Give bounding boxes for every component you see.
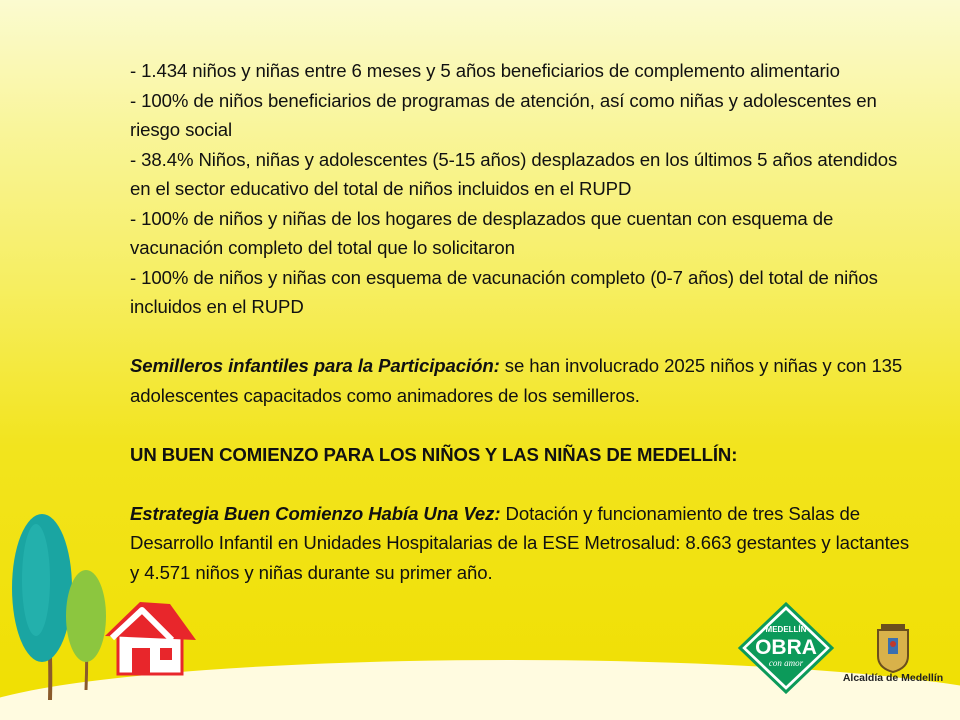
semilleros-text: se han involucrado 2025 niños y niñas y con 135 adolescentes capacitados como animadores de los semilleros. [130,355,903,406]
logo-top-text: MEDELLÍN [765,625,807,634]
bullet-item: - 100% de niños y niñas con esquema de vacunación completo (0-7 años) del total de niños incluidos en el RUPD [130,266,878,317]
spacer [130,469,920,499]
bullet-item: - 100% de niños y niñas de los hogares de desplazados que cuentan con esquema de vacunación completo del total que lo solicitaron [130,207,834,258]
spacer [130,322,920,352]
tree-highlight [22,524,50,636]
logo-sub-text: con amor [768,658,804,668]
slide-body [130,56,920,587]
semilleros-label: Semilleros infantiles para la Participación: [130,355,500,376]
green-tree-icon [66,570,106,662]
spacer [130,410,920,440]
logo-main-text: OBRA [755,636,817,659]
estrategia-label: Estrategia Buen Comienzo Había Una Vez: [130,502,501,524]
medellin-obra-con-amor-logo [736,602,836,694]
alcaldia-label: Alcaldía de Medellín [842,672,944,684]
house-icon [105,602,196,674]
bullet-item: - 38.4% Niños, niñas y adolescentes (5-15 años) desplazados en los últimos 5 años atendidos en el sector educativo del total de niños incluidos en el RUPD [130,148,898,199]
bullet-item: - 100% de niños beneficiarios de programas de atención, así como niñas y adolescentes en riesgo social [130,89,877,140]
estrategia-text: Dotación y funcionamiento de tres Salas de Desarrollo Infantil en Unidades Hospitalarias de la ESE Metrosalud: 8.663 gestantes y lactantes y 4.571 niños y niñas durante su primer año. [130,502,910,583]
section-heading: UN BUEN COMIENZO PARA LOS NIÑOS Y LAS NIÑAS DE MEDELLÍN: [130,443,738,465]
alcaldia-coat-of-arms-icon [838,618,948,698]
semilleros-paragraph [130,351,920,410]
bullet-item: - 1.434 niños y niñas entre 6 meses y 5 años beneficiarios de complemento alimentario [130,60,840,81]
estrategia-paragraph [130,499,920,588]
